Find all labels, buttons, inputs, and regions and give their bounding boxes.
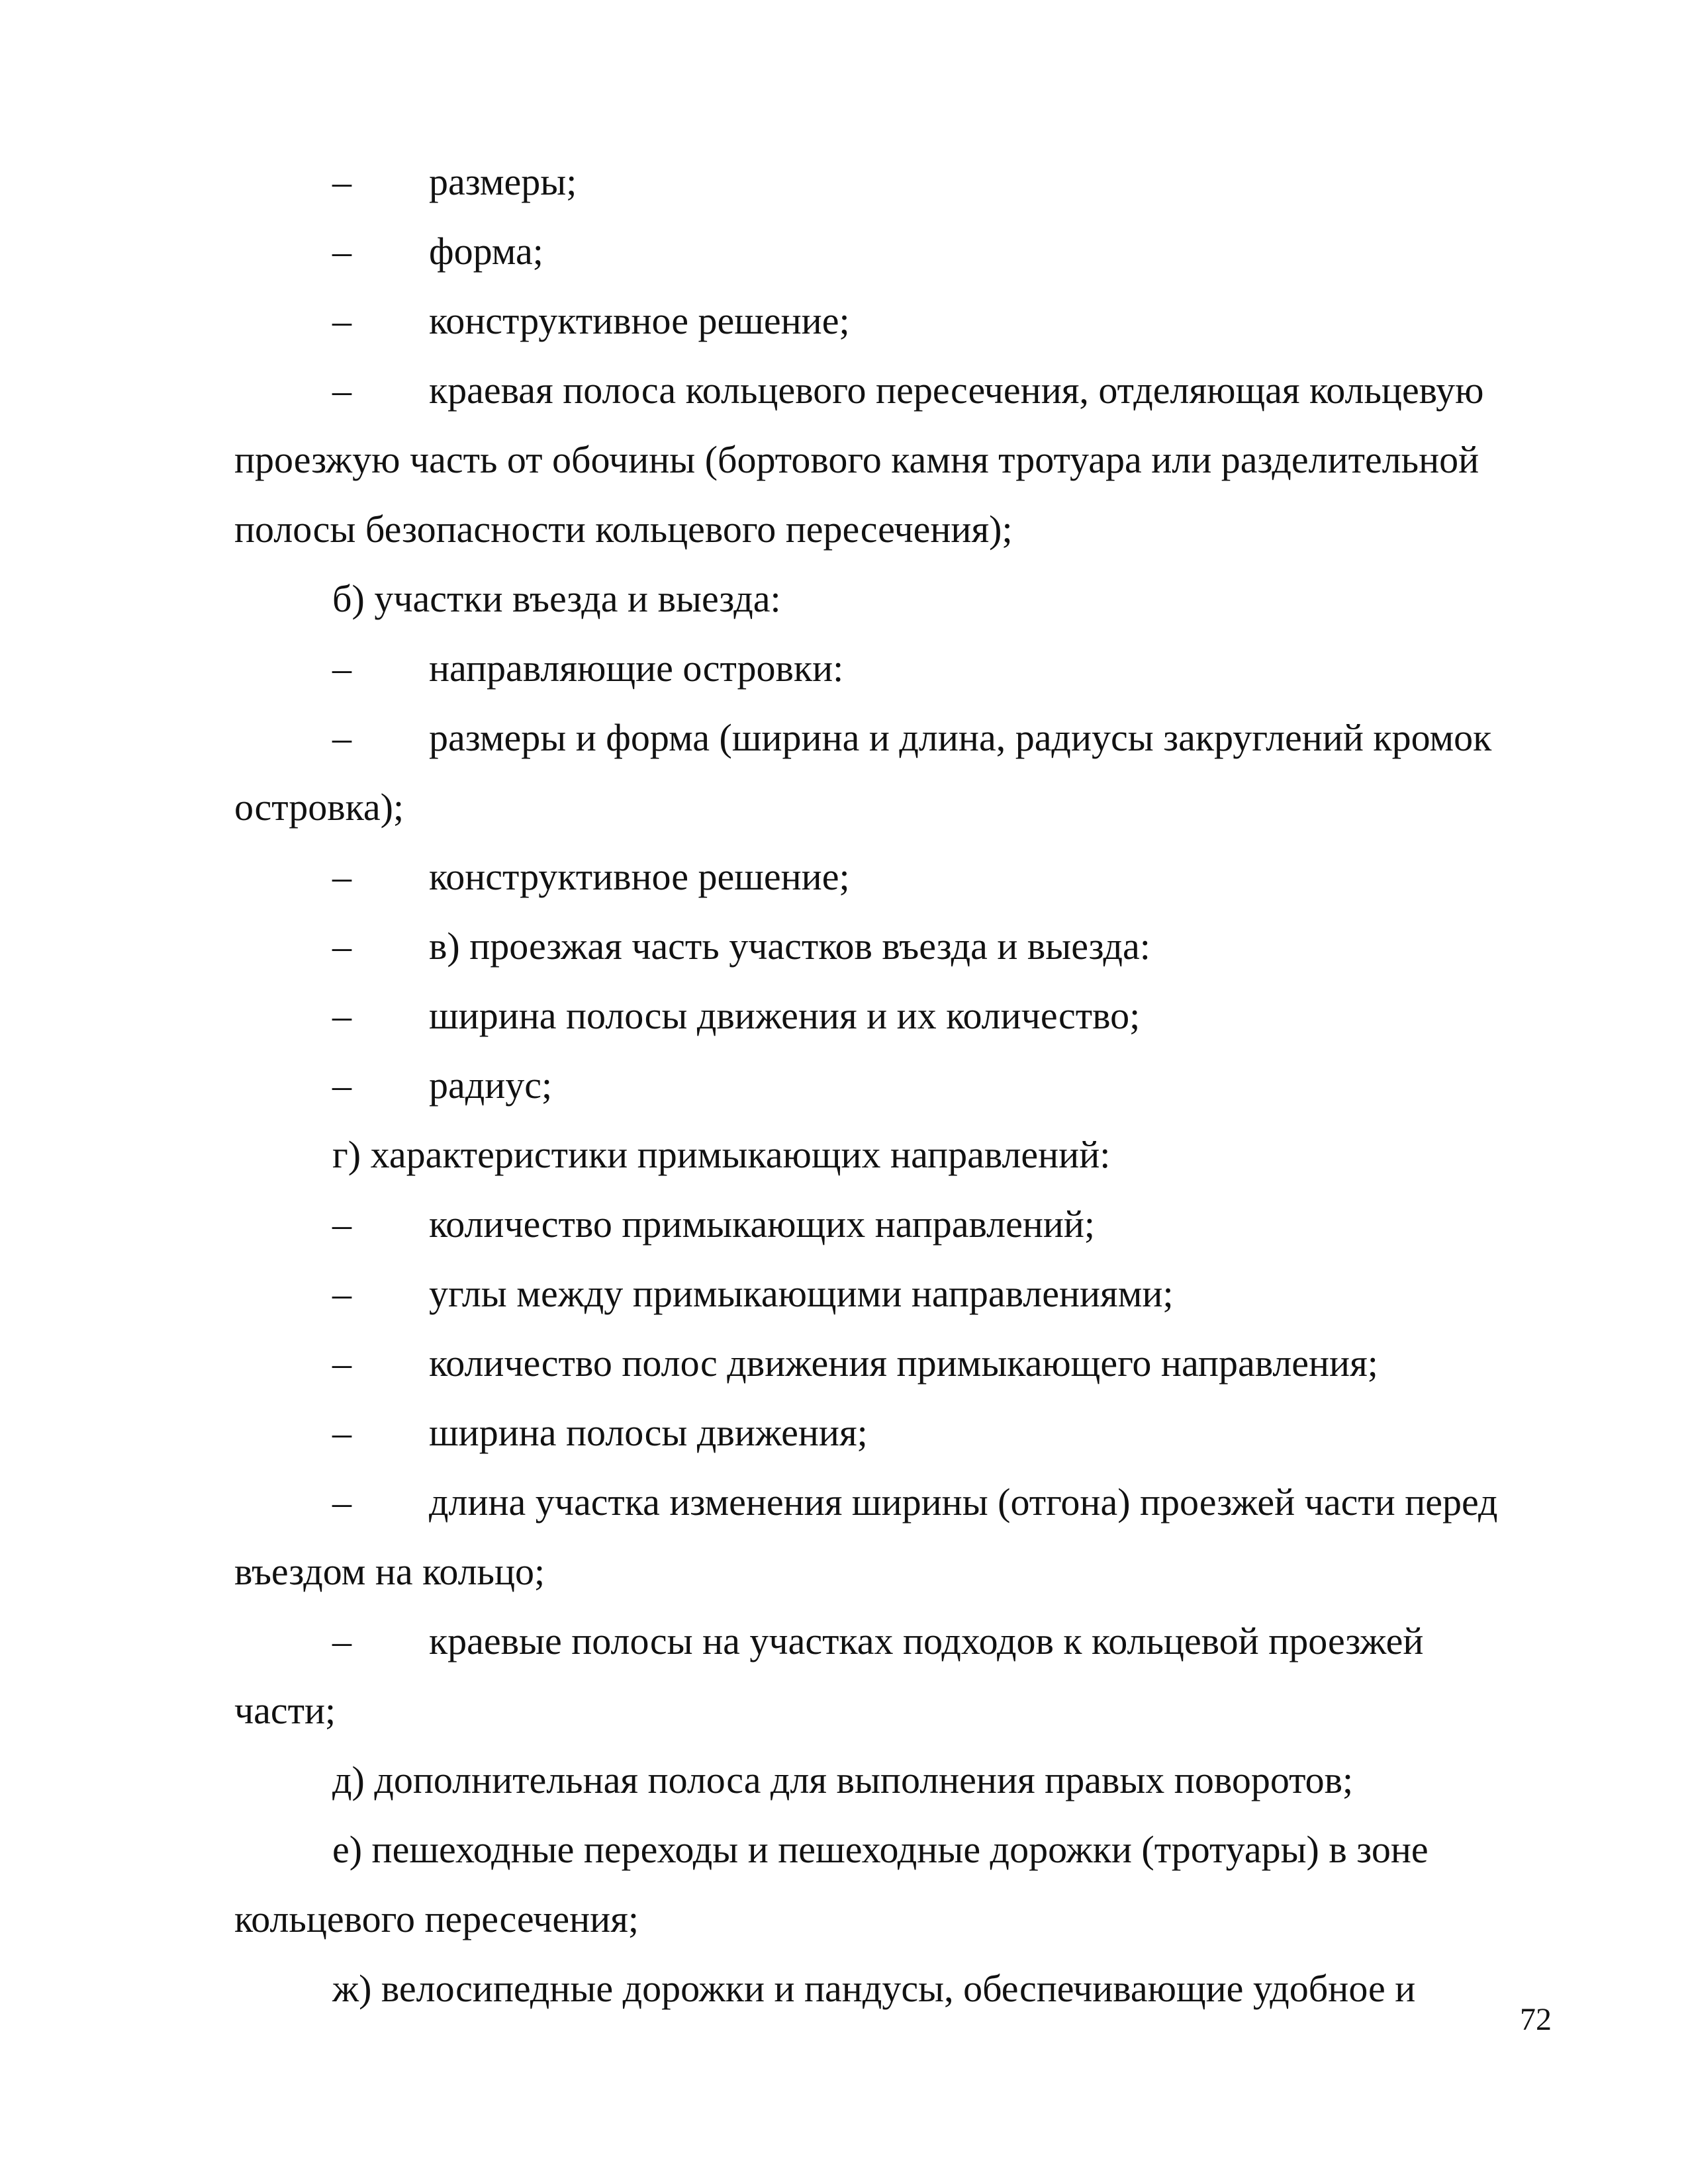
list-item-text: ширина полосы движения; [429,1411,868,1454]
list-item-text: краевые полосы на участках подходов к кольцевой проезжей [429,1619,1424,1662]
list-item [234,911,1505,981]
dash-marker: – [332,1342,352,1385]
list-item [234,1328,1505,1398]
dash-marker: – [332,1064,352,1107]
list-item [234,703,1505,772]
dash-marker: – [332,160,352,203]
list-item-text: направляющие островки: [429,647,844,690]
list-item-text: длина участка изменения ширины (отгона) проезжей части перед [429,1480,1498,1524]
list-item [234,842,1505,911]
continuation-line [234,1676,1505,1745]
list-item-text: конструктивное решение; [429,299,850,342]
list-item-text: конструктивное решение; [429,855,850,898]
page-body [234,147,1505,2023]
list-item [234,1189,1505,1259]
continuation-line [234,494,1505,564]
list-item-text: размеры и форма (ширина и длина, радиусы закруглений кромок [429,716,1492,759]
dash-marker: – [332,1411,352,1454]
dash-marker: – [332,1480,352,1524]
list-item [234,1259,1505,1328]
section-heading-line [234,1954,1505,2023]
dash-marker: – [332,925,352,968]
list-item-text: ширина полосы движения и их количество; [429,994,1141,1037]
list-item-text: радиус; [429,1064,553,1107]
list-item [234,1606,1505,1676]
list-item [234,1050,1505,1120]
paragraph-continuation-text: въездом на кольцо; [234,1550,545,1593]
section-heading-line [234,1745,1505,1815]
list-item [234,147,1505,216]
list-item-text: углы между примыкающими направлениями; [429,1272,1174,1315]
list-item-text: размеры; [429,160,577,203]
list-item [234,355,1505,425]
list-item-text: форма; [429,230,543,273]
paragraph-continuation-text: полосы безопасности кольцевого пересечения); [234,508,1013,551]
list-item [234,633,1505,703]
continuation-line [234,425,1505,494]
paragraph-text: д) дополнительная полоса для выполнения правых поворотов; [332,1758,1354,1801]
dash-marker: – [332,230,352,273]
list-item [234,1467,1505,1537]
list-item [234,981,1505,1050]
paragraph-text: ж) велосипедные дорожки и пандусы, обеспечивающие удобное и [332,1967,1416,2010]
dash-marker: – [332,647,352,690]
paragraph-text: е) пешеходные переходы и пешеходные дорожки (тротуары) в зоне [332,1828,1429,1871]
page-number: 72 [1520,2002,1552,2037]
section-heading-line [234,1120,1505,1189]
list-item-text: краевая полоса кольцевого пересечения, отделяющая кольцевую [429,369,1484,412]
section-heading-line [234,1815,1505,1884]
list-item [234,286,1505,355]
dash-marker: – [332,299,352,342]
list-item [234,216,1505,286]
paragraph-text: г) характеристики примыкающих направлений: [332,1133,1111,1176]
continuation-line [234,1537,1505,1606]
dash-marker: – [332,1203,352,1246]
dash-marker: – [332,1619,352,1662]
paragraph-continuation-text: проезжую часть от обочины (бортового камня тротуара или разделительной [234,438,1479,481]
list-item [234,1398,1505,1467]
paragraph-continuation-text: кольцевого пересечения; [234,1897,639,1940]
section-heading-line [234,564,1505,633]
paragraph-continuation-text: части; [234,1689,336,1732]
dash-marker: – [332,369,352,412]
paragraph-continuation-text: островка); [234,786,404,829]
continuation-line [234,772,1505,842]
dash-marker: – [332,1272,352,1315]
dash-marker: – [332,994,352,1037]
dash-marker: – [332,855,352,898]
continuation-line [234,1884,1505,1954]
list-item-text: количество полос движения примыкающего направления; [429,1342,1378,1385]
paragraph-text: б) участки въезда и выезда: [332,577,781,620]
list-item-text: в) проезжая часть участков въезда и выезда: [429,925,1150,968]
dash-marker: – [332,716,352,759]
list-item-text: количество примыкающих направлений; [429,1203,1096,1246]
